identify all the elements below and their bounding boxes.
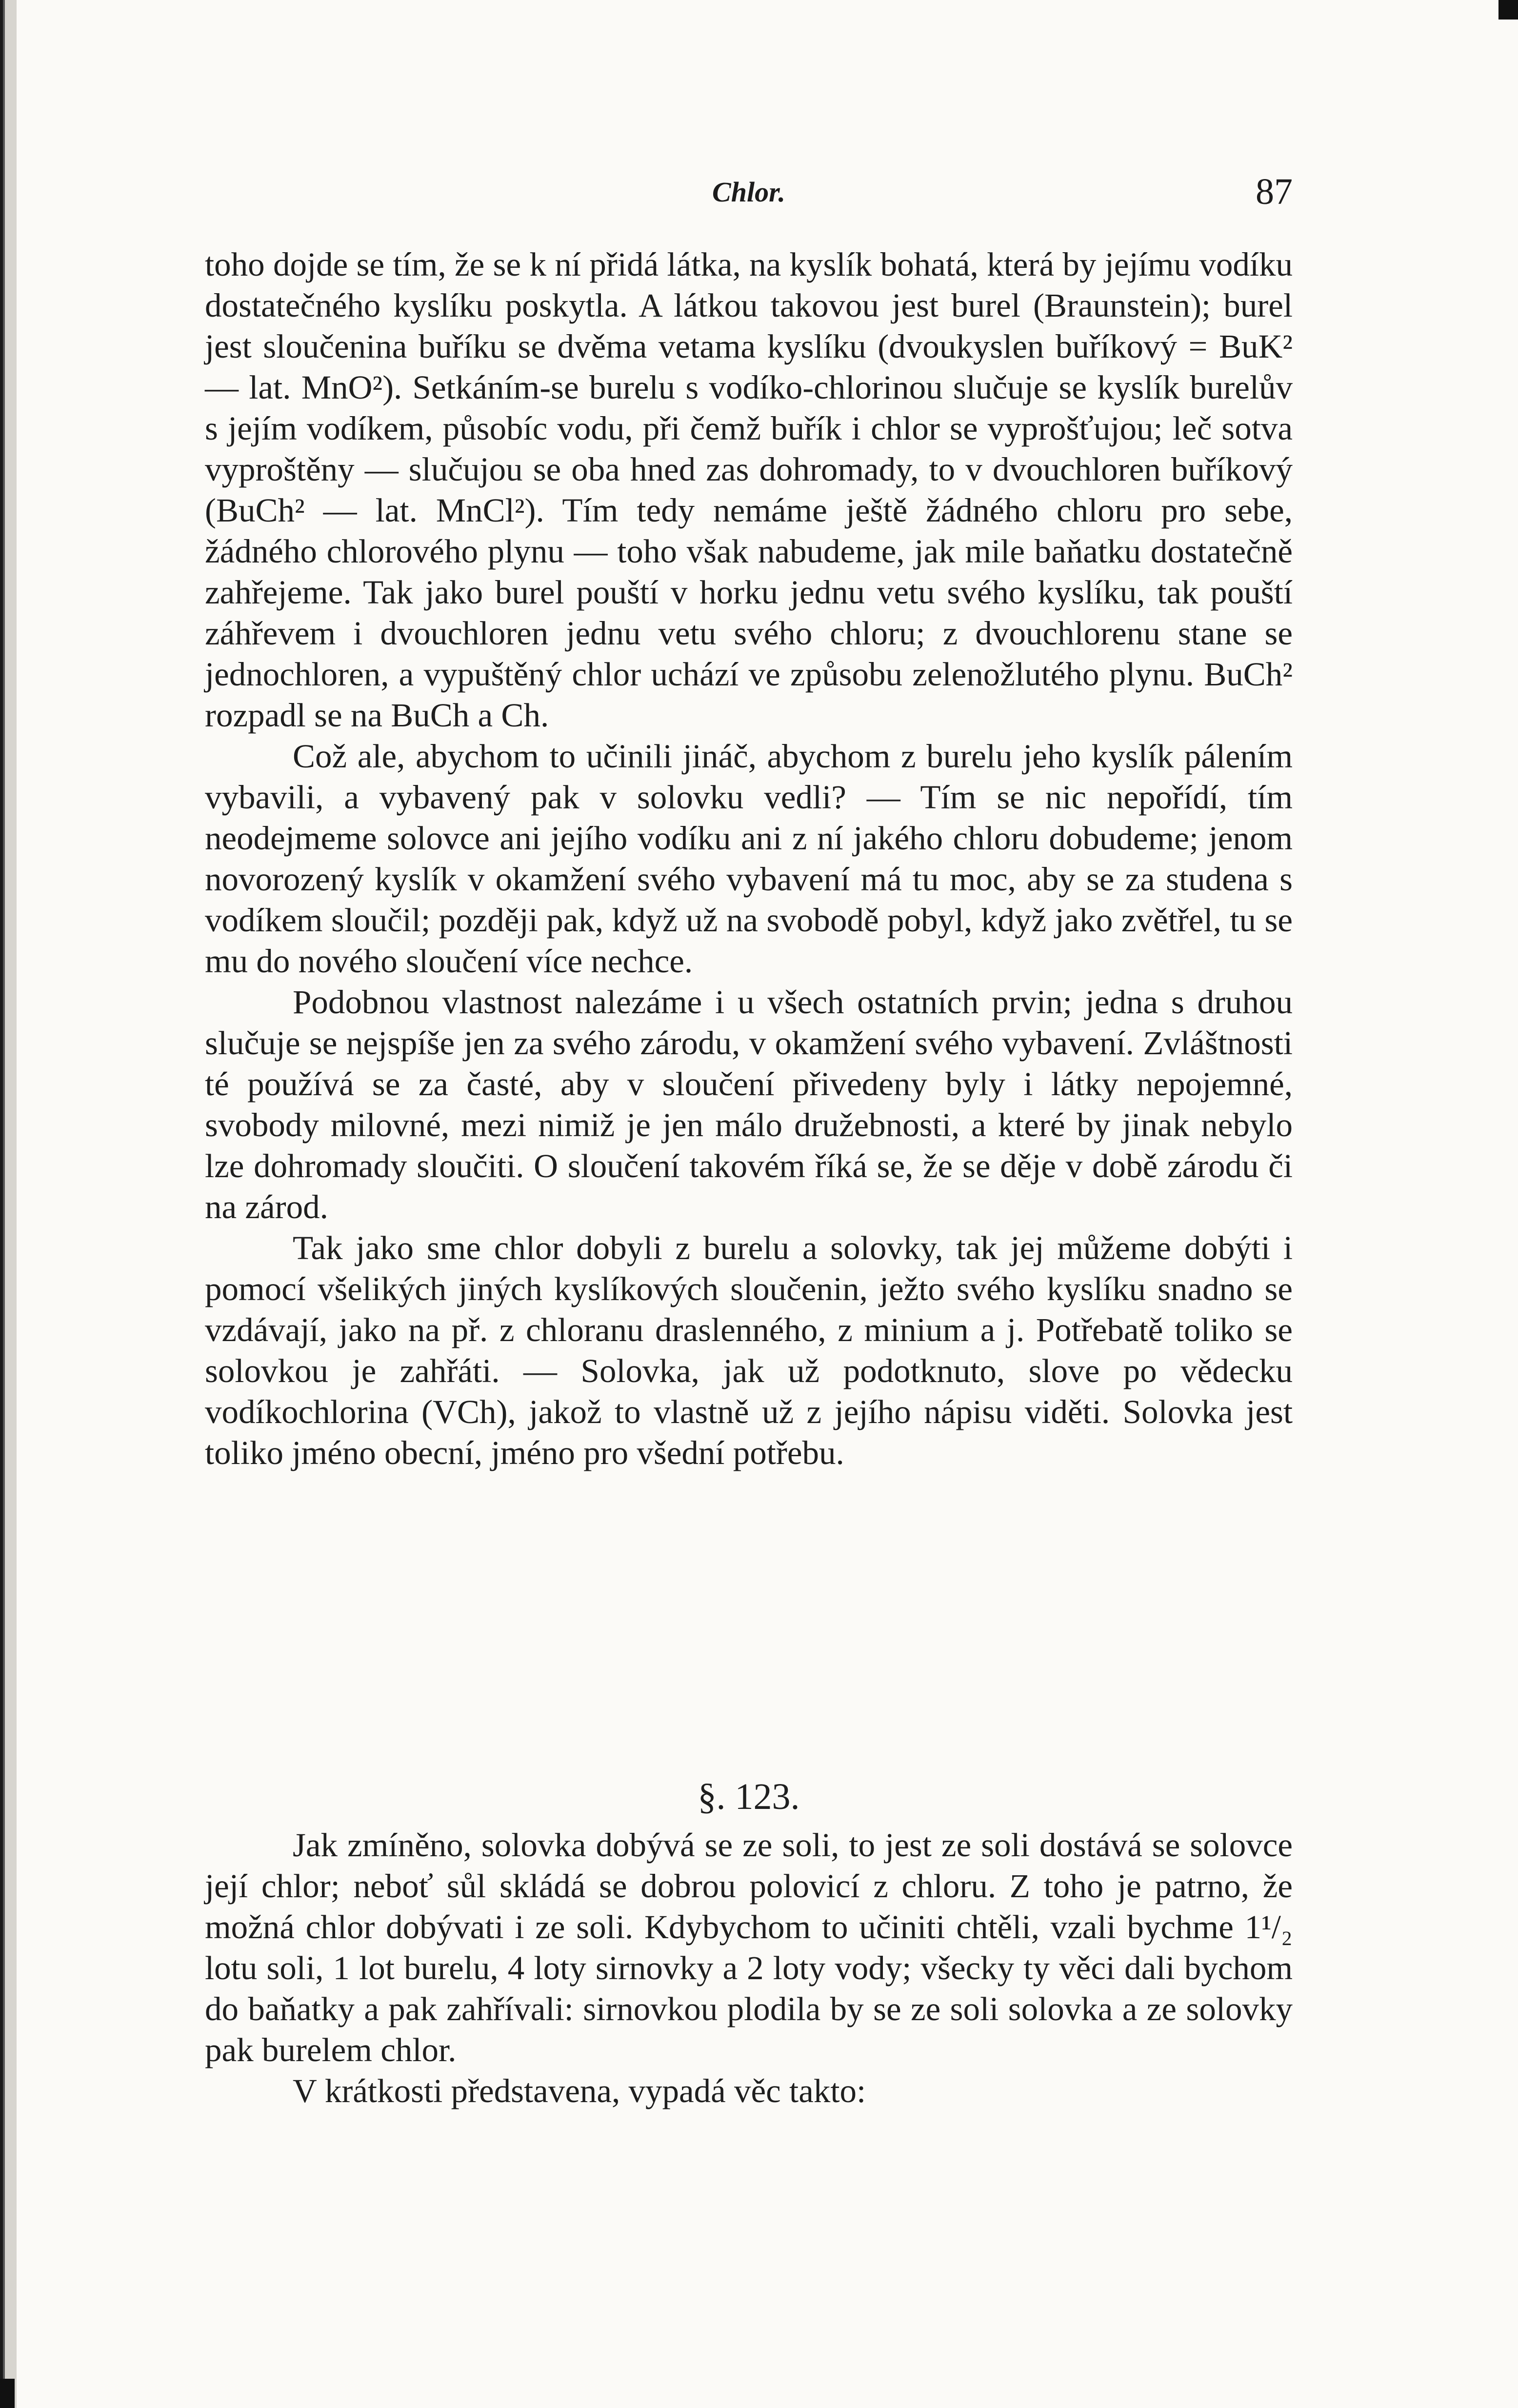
- paragraph: toho dojde se tím, že se k ní přidá látka, na kyslík bohatá, která by jejímu vodíku dostatečného kyslíku poskytla. A látkou takovou jest burel (Braunstein); burel jest sloučenina buříku se dvěma vetama kyslíku (dvoukyslen buříkový = BuK² — lat. MnO²). Setkáním-se burelu s vodíko-chlorinou slučuje se kyslík burelův s jejím vodíkem, působíc vodu, při čemž buřík i chlor se vyprošťujou; leč sotva vyproštěny — slučujou se oba hned zas dohromady, to v dvouchloren buříkový (BuCh² — lat. MnCl²). Tím tedy nemáme ještě žádného chloru pro sebe, žádného chlorového plynu — toho však nabudeme, jak mile baňatku dostatečně zahřejeme. Tak jako burel pouští v horku jednu vetu svého kyslíku, tak pouští záhřevem i dvouchloren jednu vetu svého chloru; z dvouchlorenu stane se jednochloren, a vypuštěný chlor uchází ve způsobu zelenožlutého plynu. BuCh² rozpadl se na BuCh a Ch.: [205, 246, 1293, 734]
- paragraph: Jak zmíněno, solovka dobývá se ze soli, to jest ze soli dostává se solovce její chlor; neboť sůl skládá se dobrou polovicí z chloru. Z toho je patrno, že možná chlor dobývati i ze soli. Kdybychom to učiniti chtěli, vzali bychme 1¹/₂ lotu soli, 1 lot burelu, 4 loty sirnovky a 2 loty vody; všecky ty věci dali bychom do baňatky a pak zahřívali: sirnovkou plodila by se ze soli solovka a ze solovky pak burelem chlor.: [205, 1826, 1293, 2068]
- section-heading: §. 123.: [698, 1776, 800, 1817]
- main-text-block: [205, 244, 1293, 1473]
- running-head: [205, 166, 1293, 220]
- section-text-block: [205, 1825, 1293, 2111]
- page-number: 87: [1256, 171, 1293, 212]
- paragraph: Tak jako sme chlor dobyli z burelu a solovky, tak jej můžeme dobýti i pomocí všelikých jiných kyslíkových sloučenin, ježto svého kyslíku snadno se vzdávají, jako na př. z chloranu draslenného, z minium a j. Potřebatě toliko se solovkou je zahřáti. — Solovka, jak už podotknuto, slove po vědecku vodíkochlorina (VCh), jakož to vlastně už z jejího nápisu viděti. Solovka jest toliko jméno obecní, jméno pro všední potřebu.: [205, 1229, 1293, 1471]
- binding-edge: [0, 0, 17, 2408]
- paragraph: Podobnou vlastnost nalezáme i u všech ostatních prvin; jedna s druhou slučuje se nejspíše jen za svého zárodu, v okamžení svého vybavení. Zvláštnosti té používá se za časté, aby v sloučení přivedeny byly i látky nepojemné, svobody milovné, mezi nimiž je jen málo družebnosti, a které by jinak nebylo lze dohromady sloučiti. O sloučení takovém říká se, že se děje v době zárodu či na zárod.: [205, 983, 1293, 1225]
- page-title: Chlor.: [712, 176, 785, 208]
- scan-corner-mark: [1498, 0, 1518, 20]
- scan-corner-mark-bottom-left: [0, 2379, 15, 2408]
- paragraph: Což ale, abychom to učinili jináč, abychom z burelu jeho kyslík pálením vybavili, a vybavený pak v solovku vedli? — Tím se nic nepořídí, tím neodejmeme solovce ani jejího vodíku ani z ní jakého chloru dobudeme; jenom novorozený kyslík v okamžení svého vybavení má tu moc, aby se za studena s vodíkem sloučil; později pak, když už na svobodě pobyl, když jako zvětřel, tu se mu do nového sloučení více nechce.: [205, 738, 1293, 980]
- paragraph: V krátkosti představena, vypadá věc takto:: [293, 2072, 866, 2109]
